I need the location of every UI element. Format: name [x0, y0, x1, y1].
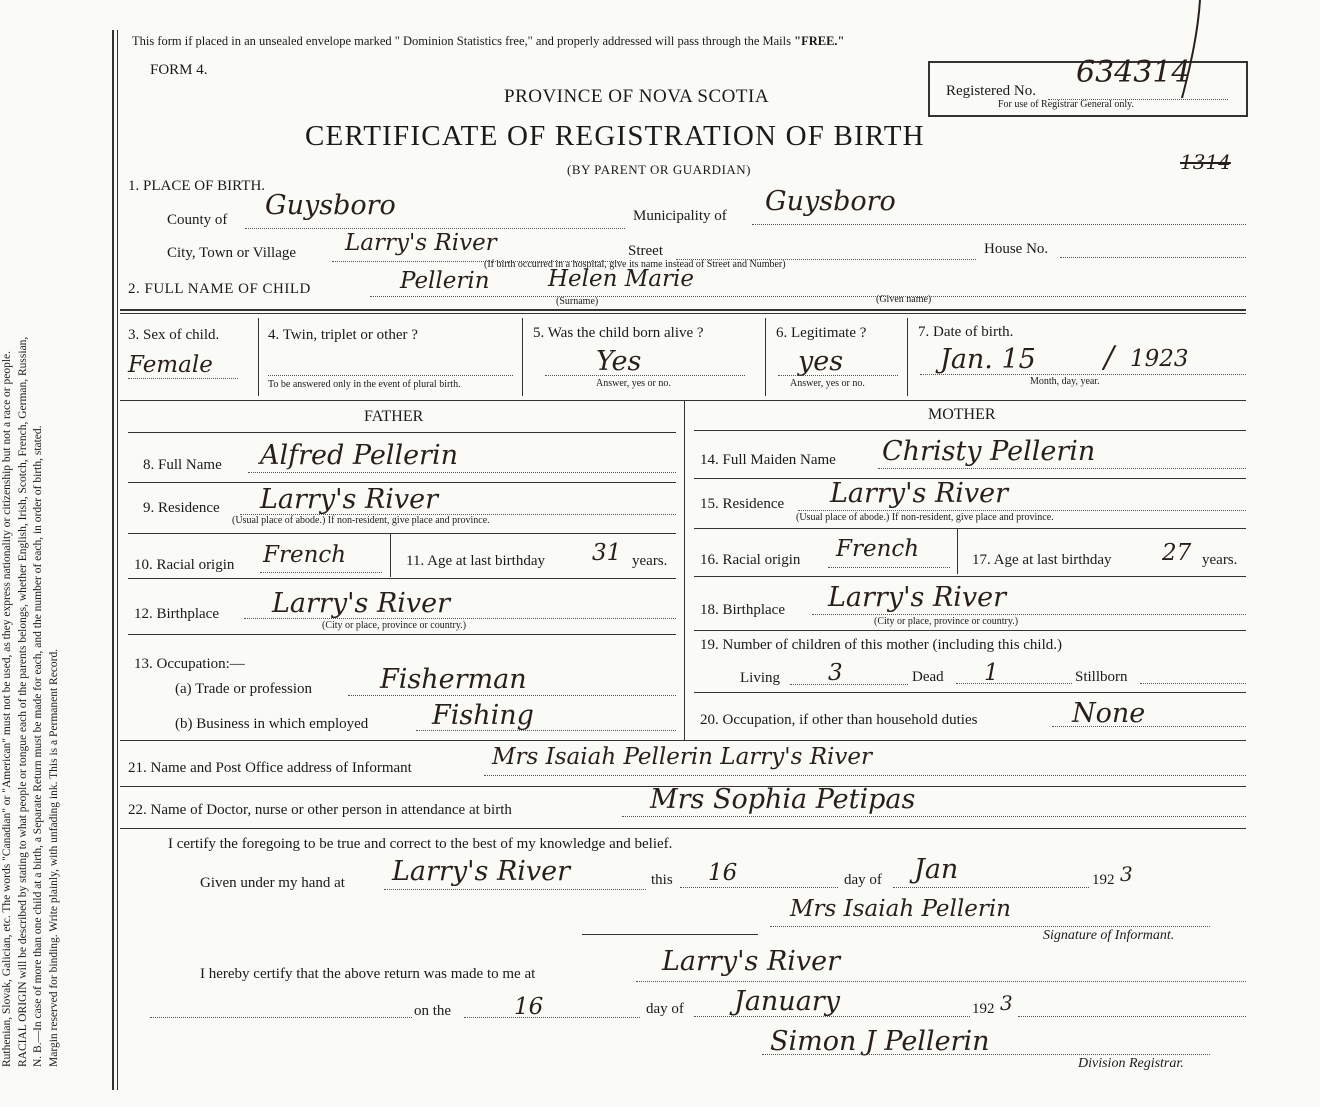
father-name-value: Alfred Pellerin: [260, 440, 458, 471]
legitimate-line: [778, 375, 898, 376]
born-alive-line: [545, 375, 745, 376]
registrar-month-value: January: [734, 986, 840, 1017]
margin-rule-inner: [117, 30, 118, 1090]
mother-occupation-value: None: [1072, 698, 1146, 729]
dob-label: 7. Date of birth.: [918, 324, 1014, 340]
corner-mark: 1314: [1180, 150, 1231, 174]
mail-free: "FREE.": [794, 34, 845, 48]
given-day-line: [680, 887, 838, 888]
row3-top-rule-thin: [120, 313, 1246, 314]
dead-value: 1: [984, 660, 999, 686]
given-year-digit: 3: [1120, 862, 1133, 886]
father-heading-rule: [128, 432, 676, 433]
mother-rule-3: [694, 576, 1246, 577]
mother-rule-2: [694, 528, 1246, 529]
child-surname: Pellerin: [400, 268, 490, 294]
father-birthplace-value: Larry's River: [272, 588, 451, 619]
mother-residence-value: Larry's River: [830, 478, 1009, 509]
side-margin-notes: [0, 0, 110, 1107]
legitimate-value: yes: [798, 346, 844, 377]
municipality-value: Guysboro: [765, 186, 896, 217]
row3-divider-2: [522, 318, 523, 396]
county-label: County of: [167, 212, 228, 228]
place-of-birth-label: 1. PLACE OF BIRTH.: [128, 178, 266, 194]
informant-value: Mrs Isaiah Pellerin Larry's River: [492, 744, 872, 770]
certify-separator: [582, 934, 758, 935]
registrar-lead-line: [150, 1017, 412, 1018]
house-line: [1060, 257, 1246, 258]
given-place-line: [384, 889, 646, 890]
informant-signature-label: Signature of Informant.: [1043, 928, 1175, 943]
father-name-label: 8. Full Name: [143, 457, 222, 473]
mother-children-label: 19. Number of children of this mother (including this child.): [700, 637, 1063, 653]
doctor-value: Mrs Sophia Petipas: [650, 784, 916, 815]
mother-name-line: [878, 468, 1246, 469]
row3-bottom-rule: [120, 400, 1246, 401]
living-value: 3: [828, 660, 843, 686]
father-residence-note: (Usual place of abode.) If non-resident, give place and province.: [232, 515, 490, 526]
informant-line: [484, 775, 1246, 776]
stillborn-line: [1140, 683, 1246, 684]
registrar-signature-label: Division Registrar.: [1078, 1056, 1184, 1071]
mail-note-text: This form if placed in an unsealed envelope marked " Dominion Statistics free," and properly addressed will pass through the Mails: [132, 34, 795, 48]
doctor-line: [622, 816, 1246, 817]
father-rule-2: [128, 533, 676, 534]
father-rule-1: [128, 482, 676, 483]
father-birthplace-note: (City or place, province or country.): [322, 620, 467, 631]
sex-value: Female: [128, 352, 213, 378]
house-no-label: House No.: [984, 241, 1049, 257]
registrar-signature: Simon J Pellerin: [770, 1026, 990, 1057]
mother-residence-label: 15. Residence: [700, 496, 785, 512]
mother-rule-4: [694, 630, 1246, 631]
side-note-line-1: Margin reserved for binding. Write plainly, with unfading ink. This is a Permanent Record.: [47, 648, 60, 1067]
child-name-line: [370, 296, 1246, 297]
registrar-statement: I hereby certify that the above return was made to me at: [200, 966, 536, 982]
mother-years: years.: [1202, 552, 1238, 568]
mother-racial-label: 16. Racial origin: [700, 552, 801, 568]
dob-line: [920, 374, 1246, 375]
given-month-value: Jan: [914, 854, 959, 885]
mother-birthplace-line: [812, 614, 1246, 615]
father-racial-line: [260, 572, 382, 573]
stillborn-label: Stillborn: [1075, 669, 1128, 685]
side-note-line-2: N. B.—In case of more than one child at a birth, a Separate Return must be made for each, and the number of each, in order of birth, stated.: [32, 425, 44, 1067]
mother-birthplace-note: (City or place, province or country.): [874, 616, 1019, 627]
informant-signature-line: [770, 926, 1210, 927]
registered-number: 634314: [1076, 55, 1191, 90]
certificate-subtitle: (BY PARENT OR GUARDIAN): [567, 162, 752, 177]
column-divider: [684, 400, 685, 740]
given-place-value: Larry's River: [392, 856, 571, 887]
day-of-label: day of: [844, 872, 882, 888]
dead-line: [956, 683, 1072, 684]
registrar-year-line: [1018, 1016, 1246, 1017]
child-given-name: Helen Marie: [548, 266, 694, 292]
father-trade-line: [348, 695, 676, 696]
twin-label: 4. Twin, triplet or other ?: [268, 327, 418, 343]
father-racial-value: French: [263, 542, 347, 568]
living-label: Living: [740, 670, 780, 686]
informant-label: 21. Name and Post Office address of Informant: [128, 760, 412, 776]
father-name-line: [248, 472, 676, 473]
father-age-label: 11. Age at last birthday: [406, 553, 545, 569]
registrar-day-of-label: day of: [646, 1001, 684, 1017]
twin-note: To be answered only in the event of plural birth.: [268, 379, 461, 390]
registrar-day-value: 16: [514, 994, 544, 1020]
certify-statement: I certify the foregoing to be true and correct to the best of my knowledge and belief.: [168, 836, 673, 852]
city-value: Larry's River: [345, 230, 497, 256]
sex-line: [128, 378, 238, 379]
doctor-label: 22. Name of Doctor, nurse or other person in attendance at birth: [128, 802, 512, 818]
mother-birthplace-label: 18. Birthplace: [700, 602, 785, 618]
side-note-line-4: Ruthenian, Slovak, Galician, etc. The words "Canadian" or "American" must not be used, as they express nationality or citizenship but not a race or people.: [1, 350, 13, 1067]
born-alive-note: Answer, yes or no.: [596, 378, 671, 389]
county-value: Guysboro: [265, 190, 396, 221]
mother-racial-divider: [957, 528, 958, 574]
father-racial-divider: [390, 533, 391, 577]
municipality-label: Municipality of: [633, 208, 727, 224]
father-years: years.: [632, 553, 668, 569]
father-racial-label: 10. Racial origin: [134, 557, 235, 573]
father-residence-label: 9. Residence: [143, 500, 220, 516]
dob-month-day: Jan. 15: [940, 344, 1036, 375]
mother-rule-5: [694, 692, 1246, 693]
registrar-place-value: Larry's River: [662, 946, 841, 977]
mother-heading: MOTHER: [928, 406, 996, 423]
form-number: FORM 4.: [150, 62, 208, 78]
this-label: this: [651, 872, 673, 888]
row3-divider-3: [765, 318, 766, 396]
mother-racial-value: French: [836, 536, 920, 562]
father-residence-value: Larry's River: [260, 484, 439, 515]
registrar-year-prefix: 192: [972, 1001, 995, 1017]
county-line: [245, 228, 625, 229]
mail-note: [132, 34, 844, 49]
mother-racial-line: [828, 567, 950, 568]
father-age-value: 31: [592, 540, 622, 566]
street-label: Street: [628, 243, 663, 259]
mother-residence-line: [798, 510, 1246, 511]
registrar-use-note: For use of Registrar General only.: [998, 99, 1134, 110]
province-title: PROVINCE OF NOVA SCOTIA: [504, 86, 770, 107]
registered-label: Registered No.: [946, 83, 1036, 99]
dob-note: Month, day, year.: [1030, 376, 1100, 387]
pen-stroke: [1170, 0, 1210, 110]
father-rule-4: [128, 634, 676, 635]
mother-occupation-label: 20. Occupation, if other than household duties: [700, 712, 978, 728]
registrar-day-line: [464, 1017, 640, 1018]
registrar-year-digit: 3: [1000, 991, 1013, 1015]
registrar-place-line: [636, 981, 1246, 982]
section-21-top-rule: [120, 740, 1246, 741]
legitimate-label: 6. Legitimate ?: [776, 325, 867, 341]
father-business-value: Fishing: [432, 700, 534, 731]
dob-year: 1923: [1130, 346, 1189, 372]
given-year-prefix: 192: [1092, 872, 1115, 888]
row3-top-rule: [120, 309, 1246, 311]
born-alive-value: Yes: [596, 346, 642, 377]
registrar-signature-line: [762, 1054, 1210, 1055]
given-month-line: [893, 887, 1089, 888]
living-line: [790, 684, 908, 685]
given-name-note: (Given name): [876, 294, 932, 305]
dob-slash: /: [1104, 340, 1115, 375]
mother-heading-rule: [694, 430, 1246, 431]
row3-divider-1: [258, 318, 259, 396]
twin-line: [268, 375, 513, 376]
municipality-line: [752, 224, 1246, 225]
father-occupation-label: 13. Occupation:—: [134, 656, 245, 672]
mother-name-value: Christy Pellerin: [882, 436, 1096, 467]
mother-age-label: 17. Age at last birthday: [972, 552, 1112, 568]
city-label: City, Town or Village: [167, 245, 297, 261]
margin-rule: [112, 30, 114, 1090]
father-trade-value: Fisherman: [380, 664, 527, 695]
row3-divider-4: [907, 318, 908, 396]
mother-residence-note: (Usual place of abode.) If non-resident, give place and province.: [796, 512, 1054, 523]
on-the-label: on the: [414, 1003, 452, 1019]
mother-birthplace-value: Larry's River: [828, 582, 1007, 613]
informant-signature: Mrs Isaiah Pellerin: [790, 896, 1011, 922]
father-business-label: (b) Business in which employed: [175, 716, 369, 732]
side-note-line-3: RACIAL ORIGIN will be described by stating to what people or tongue each of the parents belongs, whether English, Irish, Scotch, French, German, Russian,: [16, 336, 29, 1067]
born-alive-label: 5. Was the child born alive ?: [533, 325, 704, 341]
dead-label: Dead: [912, 669, 944, 685]
section-22-bottom-rule: [120, 828, 1246, 829]
father-heading: FATHER: [364, 408, 424, 425]
child-name-label: 2. FULL NAME OF CHILD: [128, 281, 311, 297]
father-trade-label: (a) Trade or profession: [175, 681, 313, 697]
sex-label: 3. Sex of child.: [128, 327, 220, 343]
father-rule-3: [128, 578, 676, 579]
given-day-value: 16: [708, 860, 738, 886]
surname-note: (Surname): [556, 296, 599, 307]
father-birthplace-label: 12. Birthplace: [134, 606, 219, 622]
legitimate-note: Answer, yes or no.: [790, 378, 865, 389]
hospital-note: (If birth occurred in a hospital, give its name instead of Street and Number): [484, 259, 786, 270]
mother-age-value: 27: [1162, 540, 1192, 566]
mother-name-label: 14. Full Maiden Name: [700, 452, 836, 468]
given-under-label: Given under my hand at: [200, 875, 345, 891]
certificate-title: CERTIFICATE OF REGISTRATION OF BIRTH: [305, 120, 925, 152]
